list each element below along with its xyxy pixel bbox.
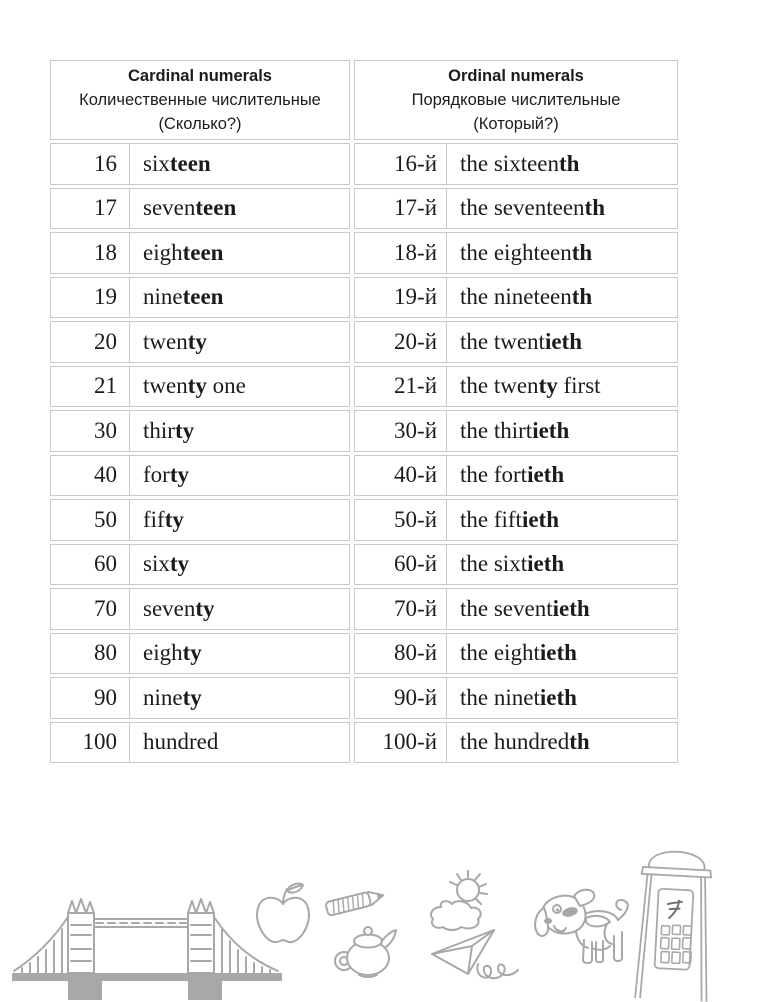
ordinal-number: 20-й: [394, 328, 437, 354]
cardinal-number: 70: [94, 595, 117, 621]
ordinal-number-cell: [354, 410, 447, 452]
cardinal-word-cell: twen ty one: [130, 366, 350, 408]
cardinal-number: 50: [94, 506, 117, 532]
cardinal-number: 18: [94, 239, 117, 265]
ordinal-number: 60-й: [394, 551, 437, 577]
cardinal-word-cell: for ty: [130, 455, 350, 497]
table-row: [50, 499, 678, 541]
ordinal-number: 16-й: [394, 150, 437, 176]
ordinal-header-title: Ordinal numerals: [448, 67, 584, 85]
cardinal-number: 30: [94, 417, 117, 443]
table-row: [50, 677, 678, 719]
numerals-table: [50, 60, 678, 766]
ordinal-number-cell: [354, 588, 447, 630]
ordinal-number-cell: [354, 455, 447, 497]
cardinal-number-cell: [50, 188, 130, 230]
cardinal-number-cell: [50, 321, 130, 363]
cardinal-number: 100: [82, 729, 117, 755]
table-row: [50, 455, 678, 497]
paper-plane-icon: [428, 926, 522, 986]
ordinal-word-cell: the eighteen th: [447, 232, 678, 274]
ordinal-word-cell: the nineteen th: [447, 277, 678, 319]
ordinal-header-subtitle: Порядковые числительные: [411, 91, 621, 109]
ordinal-number: 50-й: [394, 506, 437, 532]
teapot-icon: [332, 916, 400, 980]
cardinal-number: 90: [94, 684, 117, 710]
ordinal-number: 70-й: [394, 595, 437, 621]
table-row: [50, 321, 678, 363]
cardinal-number-cell: [50, 499, 130, 541]
ordinal-number: 19-й: [394, 284, 437, 310]
ordinal-number-cell: [354, 232, 447, 274]
cardinal-number-cell: [50, 366, 130, 408]
cardinal-number-cell: [50, 722, 130, 764]
ordinal-number: 30-й: [394, 417, 437, 443]
cardinal-number-cell: [50, 143, 130, 185]
ordinal-number: 40-й: [394, 462, 437, 488]
ordinal-word-cell: the sevent ieth: [447, 588, 678, 630]
cardinal-word-cell: thir ty: [130, 410, 350, 452]
table-row: [50, 544, 678, 586]
table-row: [50, 588, 678, 630]
ordinal-number-cell: [354, 277, 447, 319]
table-rows: [50, 143, 678, 763]
cardinal-number: 17: [94, 195, 117, 221]
ordinal-number-cell: [354, 188, 447, 230]
ordinal-number-cell: [354, 677, 447, 719]
cardinal-word-cell: hundred: [130, 722, 350, 764]
cardinal-number: 40: [94, 462, 117, 488]
pencil-icon: [324, 884, 388, 920]
table-row: [50, 277, 678, 319]
cardinal-number-cell: [50, 588, 130, 630]
ordinal-number-cell: [354, 633, 447, 675]
cardinal-word-cell: nine ty: [130, 677, 350, 719]
cardinal-number-cell: [50, 232, 130, 274]
ordinal-number: 18-й: [394, 239, 437, 265]
cardinal-word-cell: fif ty: [130, 499, 350, 541]
phone-booth-icon: [622, 840, 730, 1002]
cardinal-word-cell: six ty: [130, 544, 350, 586]
ordinal-word-cell: the twen ty first: [447, 366, 678, 408]
ordinal-word-cell: the thirt ieth: [447, 410, 678, 452]
cardinal-word-cell: eigh ty: [130, 633, 350, 675]
ordinal-number: 100-й: [382, 729, 437, 755]
ordinal-word-cell: the fift ieth: [447, 499, 678, 541]
table-row: [50, 410, 678, 452]
cardinal-number-cell: [50, 544, 130, 586]
cardinal-word-cell: nine teen: [130, 277, 350, 319]
ordinal-word-cell: the seventeen th: [447, 188, 678, 230]
cardinal-number-cell: [50, 277, 130, 319]
cardinal-number-cell: [50, 677, 130, 719]
ordinal-header-question: (Который?): [473, 115, 559, 133]
table-row: [50, 143, 678, 185]
ordinal-number: 21-й: [394, 373, 437, 399]
table-row: [50, 232, 678, 274]
ordinal-number-cell: [354, 143, 447, 185]
cardinal-number: 80: [94, 640, 117, 666]
ordinal-word-cell: the eight ieth: [447, 633, 678, 675]
cardinal-number-cell: [50, 410, 130, 452]
cardinal-word-cell: seven ty: [130, 588, 350, 630]
ordinal-number: 90-й: [394, 684, 437, 710]
ordinal-number: 17-й: [394, 195, 437, 221]
sun-cloud-icon: [425, 869, 497, 931]
ordinal-number-cell: [354, 321, 447, 363]
ordinal-word-cell: the hundred th: [447, 722, 678, 764]
cardinal-header-title: Cardinal numerals: [128, 67, 272, 85]
cardinal-number-cell: [50, 455, 130, 497]
cardinal-word-cell: seven teen: [130, 188, 350, 230]
ordinal-word-cell: the twent ieth: [447, 321, 678, 363]
tower-bridge-icon: [10, 897, 285, 1000]
cardinal-header-question: (Сколько?): [158, 115, 242, 133]
ordinal-number-cell: [354, 499, 447, 541]
cardinal-word-cell: six teen: [130, 143, 350, 185]
ordinal-word-cell: the fort ieth: [447, 455, 678, 497]
cardinal-word-cell: eigh teen: [130, 232, 350, 274]
cardinal-number-cell: [50, 633, 130, 675]
cardinal-number: 60: [94, 551, 117, 577]
cardinal-number: 20: [94, 328, 117, 354]
cardinal-number: 19: [94, 284, 117, 310]
cardinal-word-cell: twen ty: [130, 321, 350, 363]
ordinal-number-cell: [354, 366, 447, 408]
cardinal-number: 16: [94, 150, 117, 176]
cardinal-number: 21: [94, 373, 117, 399]
table-header-row: [50, 60, 678, 140]
table-row: [50, 366, 678, 408]
cardinal-header-cell: [50, 60, 350, 140]
table-row: [50, 633, 678, 675]
ordinal-number: 80-й: [394, 640, 437, 666]
ordinal-word-cell: the ninet ieth: [447, 677, 678, 719]
table-row: [50, 722, 678, 764]
cardinal-header-subtitle: Количественные числительные: [79, 91, 321, 109]
ordinal-number-cell: [354, 544, 447, 586]
apple-icon: [252, 882, 314, 950]
table-row: [50, 188, 678, 230]
ordinal-number-cell: [354, 722, 447, 764]
ordinal-word-cell: the sixteen th: [447, 143, 678, 185]
ordinal-header-cell: [354, 60, 678, 140]
ordinal-word-cell: the sixt ieth: [447, 544, 678, 586]
